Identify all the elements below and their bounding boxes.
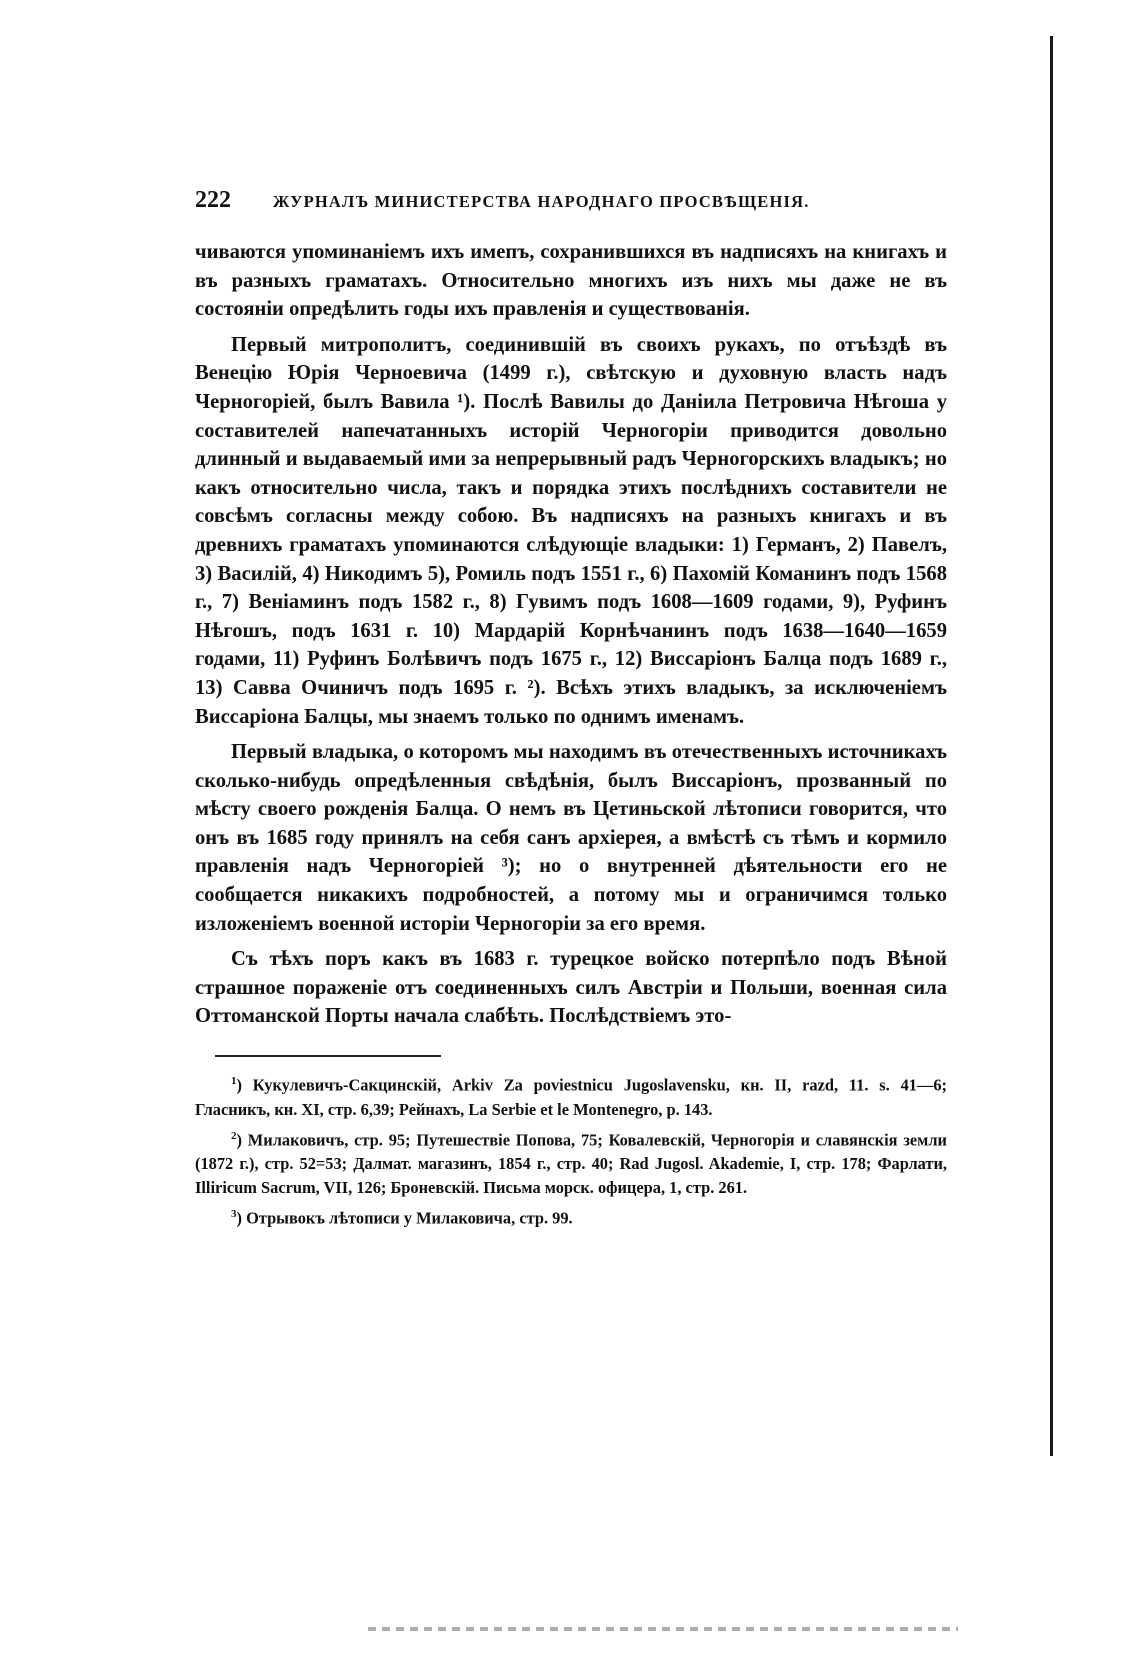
footnotes	[195, 1069, 947, 1230]
paragraph: Первый владыка, о которомъ мы находимъ въ отечественныхъ источникахъ сколько-нибудь опредѣленныя свѣдѣнія, былъ Виссаріонъ, прозванный по мѣсту своего рожденія Балца. О немъ въ Цетиньской лѣтописи говорится, что онъ въ 1685 году принялъ на себя санъ архіерея, а вмѣстѣ съ тѣмъ и кормило правленія надъ Черногоріей ³); но о внутренней дѣятельности его не сообщается никакихъ подробностей, а потому мы и ограничимся только изложеніемъ военной исторіи Черногоріи за его время.	[195, 741, 947, 935]
running-title: ЖУРНАЛЪ МИНИСТЕРСТВА НАРОДНАГО ПРОСВѢЩЕНІЯ.	[273, 192, 810, 211]
footnote: $^3$) Отрывокъ лѣтописи у Милаковича, стр. 99.	[231, 1207, 573, 1228]
paragraph: Съ тѣхъ поръ какъ въ 1683 г. турецкое войско потерпѣло подъ Вѣной страшное пораженіе отъ соединенныхъ силъ Австріи и Польши, военная сила Оттоманской Порты начала слабѣть. Послѣдствіемъ это-	[195, 948, 947, 1028]
footnote-text: Кукулевичъ-Сакцинскій, Arkiv Za poviestnicu Jugoslavensku, кн. II, razd, 11. s. 41—6; Гласникъ, кн. XI, стр. 6,39; Рейнахъ, La Serbie et le Montenegro, p. 143.	[195, 1075, 947, 1119]
body-text	[195, 238, 947, 1031]
footnote-text: Милаковичъ, стр. 95; Путешествіе Попова, 75; Ковалевскій, Черногорія и славянскія земли (1872 г.), стр. 52=53; Далмат. магазинъ, 1854 г., стр. 40; Rad Jugosl. Akademie, I, стр. 178; Фарлати, Illiricum Sacrum, VII, 126; Броневскій. Письма морск. офицера, 1, стр. 261.	[195, 1129, 947, 1197]
page-header	[195, 187, 947, 214]
scan-artifact-dashes	[368, 1627, 958, 1631]
footnote-marker: 3	[231, 1207, 237, 1220]
footnote-marker: 1	[231, 1075, 237, 1088]
footnote: $^2$) Милаковичъ, стр. 95; Путешествіе Попова, 75; Ковалевскій, Черногорія и славянскія земли (1872 г.), стр. 52=53; Далмат. магазинъ, 1854 г., стр. 40; Rad Jugosl. Akademie, I, стр. 178; Фарлати, Illiricum Sacrum, VII, 126; Броневскій. Письма морск. офицера, 1, стр. 261.	[195, 1129, 947, 1197]
paragraph: Первый митрополитъ, соединившій въ своихъ рукахъ, по отъѣздѣ въ Венецію Юрія Черноевича (1499 г.), свѣтскую и духовную власть надъ Черногоріей, былъ Вавила ¹). Послѣ Вавилы до Даніила Петровича Нѣгоша у составителей напечатанныхъ исторій Черногоріи приводится довольно длинный и выдаваемый ими за непрерывный радъ Черногорскихъ владыкъ; но какъ относительно числа, такъ и порядка этихъ послѣднихъ составители не совсѣмъ согласны между собою. Въ надписяхъ на разныхъ книгахъ и въ древнихъ граматахъ упоминаются слѣдующіе владыки: 1) Германъ, 2) Павелъ, 3) Василій, 4) Никодимъ 5), Ромиль подъ 1551 г., 6) Пахомій Команинъ подъ 1568 г., 7) Веніаминъ подъ 1582 г., 8) Гувимъ подъ 1608—1609 годами, 9), Руфинъ Нѣгошъ, подъ 1631 г. 10) Мардарій Корнѣчанинъ подъ 1638—1640—1659 годами, 11) Руфинъ Болѣвичъ подъ 1675 г., 12) Виссаріонъ Балца подъ 1689 г., 13) Савва Очиничъ подъ 1695 г. ²). Всѣхъ этихъ владыкъ, за исключеніемъ Виссаріона Балцы, мы знаемъ только по однимъ именамъ.	[195, 333, 947, 728]
book-page	[195, 187, 947, 1232]
footnote-marker: 2	[231, 1129, 237, 1142]
footnote-text: Отрывокъ лѣтописи у Милаковича, стр. 99.	[246, 1208, 573, 1228]
footnote-separator	[215, 1055, 441, 1057]
scan-edge-rule	[1050, 36, 1053, 1456]
paragraph-continuation: чиваются упоминаніемъ ихъ имепъ, сохранившихся въ надписяхъ на книгахъ и въ разныхъ граматахъ. Относительно многихъ изъ нихъ мы даже не въ состояніи опредѣлить годы ихъ правленія и существованія.	[195, 241, 947, 321]
page-number: 222	[195, 187, 231, 213]
footnote: $^1$) Кукулевичъ-Сакцинскій, Arkiv Za poviestnicu Jugoslavensku, кн. II, razd, 11. s. 41—6; Гласникъ, кн. XI, стр. 6,39; Рейнахъ, La Serbie et le Montenegro, p. 143.	[195, 1075, 947, 1119]
